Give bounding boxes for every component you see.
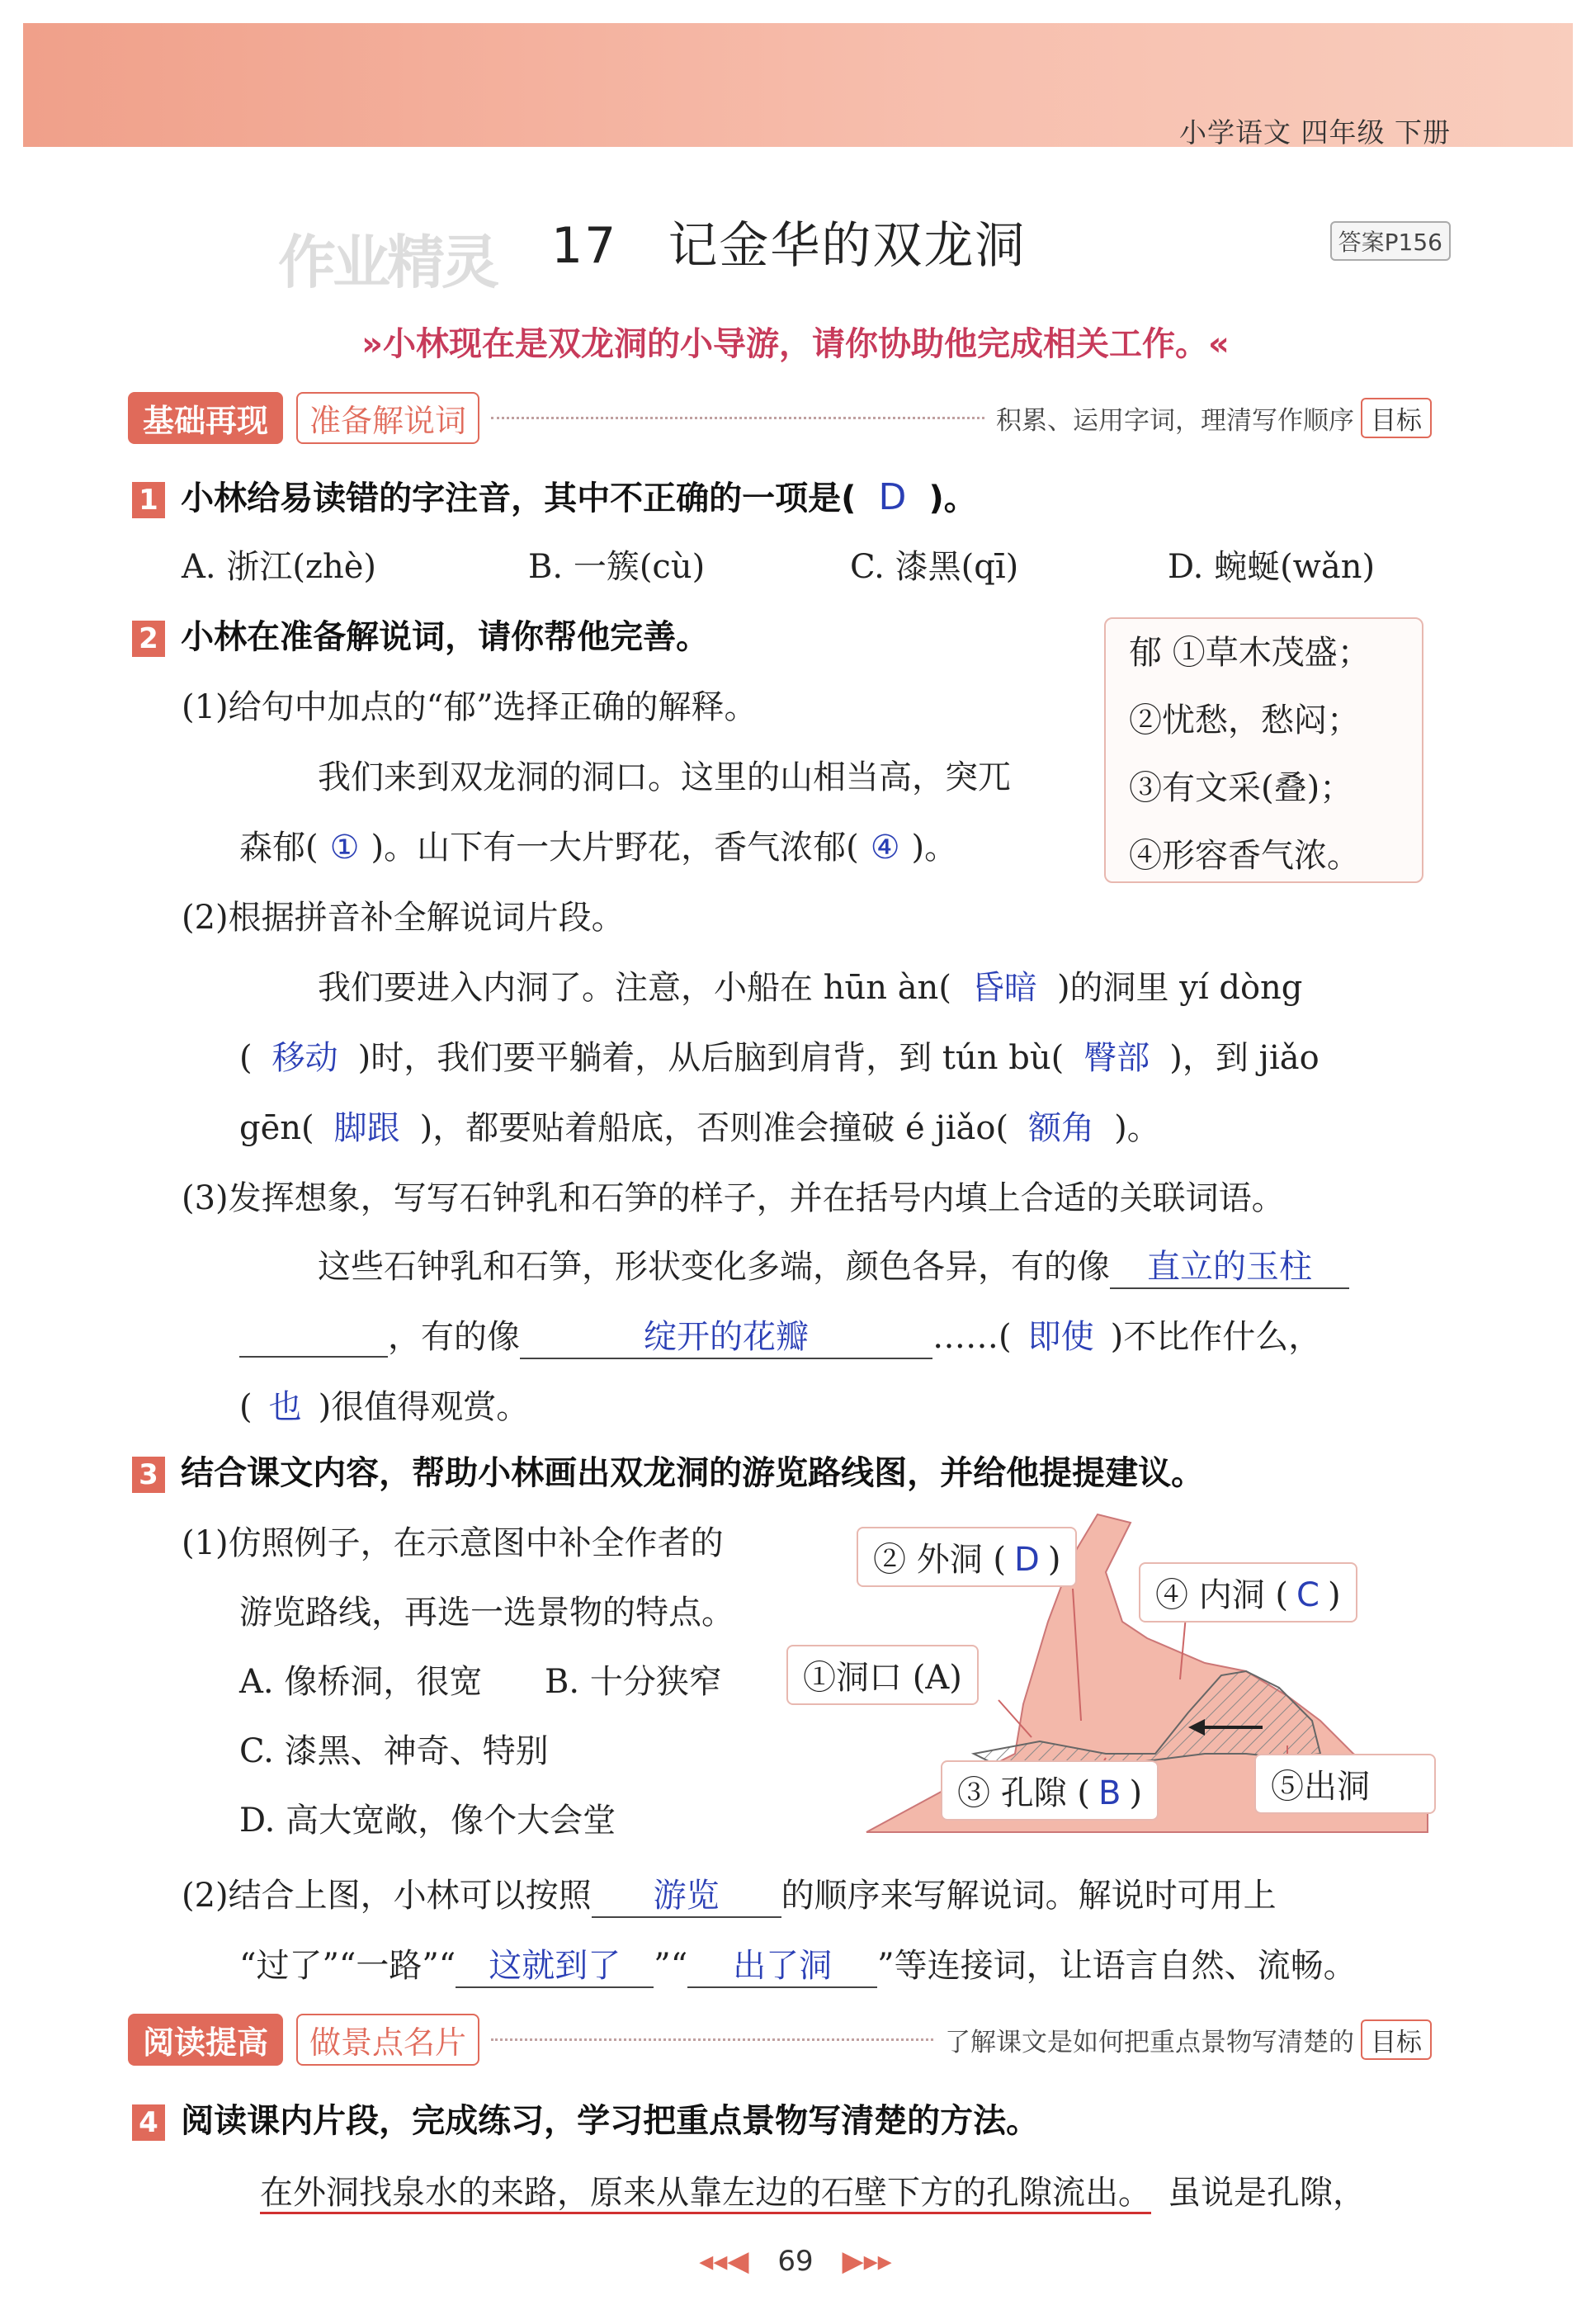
answer: 额角	[1028, 1109, 1095, 1147]
text: ③ 孔隙 (	[957, 1774, 1091, 1812]
watermark: 作业精灵	[278, 229, 496, 296]
goal-tag: 目标	[1361, 398, 1432, 438]
text: ……(	[932, 1318, 1012, 1356]
text: 虽说是孔隙，	[1168, 2174, 1366, 2212]
option-b: B. 一簇(cù)	[528, 548, 706, 586]
definition-1: 郁 ①草木茂盛；	[1129, 634, 1371, 672]
definition-3: ③有文采(叠)；	[1129, 769, 1353, 807]
lesson-name: 记金华的双龙洞	[668, 217, 1027, 275]
q2-p3-line1	[318, 1240, 1349, 1289]
q2-p2-line1	[318, 961, 1302, 1008]
q3-p2-line2	[239, 1939, 1357, 1988]
answer: 臀部	[1083, 1039, 1150, 1077]
page-number: 69	[777, 2245, 814, 2278]
route-label-inner-cave	[1139, 1562, 1357, 1623]
text: “过了”“一路”“	[239, 1947, 456, 1985]
question-text: 小林给易读错的字注音，其中不正确的一项是(	[181, 479, 857, 517]
question-number: 4	[132, 2104, 165, 2141]
question-number: 3	[132, 1457, 165, 1493]
section-bar-1	[128, 392, 1432, 443]
answer: 移动	[271, 1039, 338, 1077]
q2-p2-line2	[239, 1032, 1320, 1079]
q3-opt-c: C. 漆黑、神奇、特别	[239, 1732, 549, 1770]
option-c: C. 漆黑(qī)	[850, 548, 1019, 586]
q2-part1: (1)给句中加点的“郁”选择正确的解释。	[182, 688, 758, 726]
underlined-sentence: 在外洞找泉水的来路，原来从靠左边的石壁下方的孔隙流出。	[260, 2174, 1151, 2214]
answer: ①	[329, 829, 360, 867]
section-bar-2	[128, 2014, 1432, 2065]
route-label-crevice	[941, 1760, 1159, 1821]
q3-opt-b: B. 十分狭窄	[545, 1663, 722, 1701]
text: 森郁(	[239, 829, 319, 867]
section-goal: 积累、运用字词，理清写作顺序	[996, 405, 1354, 436]
answer: B	[1098, 1774, 1121, 1812]
passage-line	[260, 2166, 1366, 2213]
option-a: A. 浙江(zhè)	[182, 548, 377, 586]
route-label-entrance: ①洞口 (A)	[786, 1645, 979, 1705]
text: 我们要进入内洞了。注意，小船在 hūn àn(	[318, 969, 951, 1007]
q2-p1-line2	[239, 821, 957, 868]
text: )	[1047, 1541, 1061, 1579]
text: ”等连接词，让语言自然、流畅。	[877, 1947, 1357, 1985]
text: )。山下有一大片野花，香气浓郁(	[371, 829, 859, 867]
answer-ref: 答案P156	[1330, 221, 1451, 261]
answer: 这就到了	[456, 1939, 654, 1988]
section-goal: 了解课文是如何把重点景物写清楚的	[945, 2027, 1354, 2057]
q3-opt-a: A. 像桥洞，很宽	[239, 1663, 483, 1701]
text: (	[239, 1039, 253, 1077]
text: )时，我们要平躺着，从后脑到肩背，到 tún bù(	[357, 1039, 1065, 1077]
definition-4: ④形容香气浓。	[1129, 837, 1360, 875]
answer: 出了洞	[687, 1939, 877, 1988]
q3-opt-d: D. 高大宽敞，像个大会堂	[239, 1802, 616, 1840]
question-3	[132, 1447, 1204, 1494]
grade-label: 小学语文 四年级 下册	[1179, 116, 1451, 149]
section-badge: 基础再现	[128, 392, 283, 444]
text: )的洞里 yí dòng	[1056, 969, 1303, 1007]
answer: C	[1296, 1576, 1320, 1614]
text: )。	[1114, 1109, 1160, 1147]
q3-p1-line1: (1)仿照例子，在示意图中补全作者的	[182, 1524, 724, 1562]
q2-p2-line3	[239, 1102, 1160, 1149]
q2-p3-line2	[239, 1311, 1321, 1359]
answer: 脚跟	[333, 1109, 400, 1147]
text: )。	[911, 829, 958, 867]
q2-part2: (2)根据拼音补全解说词片段。	[182, 899, 625, 937]
text: 这些石钟乳和石笋，形状变化多端，颜色各异，有的像	[318, 1248, 1110, 1286]
q3-p1-line2: 游览路线，再选一选景物的特点。	[239, 1594, 734, 1632]
text: )	[1327, 1576, 1341, 1614]
question-2	[132, 611, 709, 658]
answer: 也	[268, 1388, 302, 1426]
answer: 昏暗	[970, 969, 1037, 1007]
text: ，有的像	[388, 1318, 520, 1356]
lesson-title	[551, 206, 1026, 277]
section-badge: 阅读提高	[128, 2014, 283, 2066]
answer-q1: D	[878, 476, 907, 518]
q2-p3-line3	[239, 1381, 529, 1428]
section-tag: 做景点名片	[296, 2014, 479, 2066]
question-number: 2	[132, 621, 165, 657]
question-text: 结合课文内容，帮助小林画出双龙洞的游览路线图，并给他提提建议。	[181, 1454, 1205, 1492]
question-text: 阅读课内片段，完成练习，学习把重点景物写清楚的方法。	[181, 2102, 1040, 2140]
answer: 游览	[592, 1869, 781, 1918]
text: )不比作什么，	[1110, 1318, 1322, 1356]
answer: ④	[870, 829, 900, 867]
answer: D	[1014, 1541, 1040, 1579]
text: )，到 jiǎo	[1169, 1039, 1320, 1077]
text: (2)结合上图，小林可以按照	[182, 1877, 592, 1915]
page-footer	[0, 2245, 1591, 2278]
definition-box	[1104, 617, 1423, 883]
text: gēn(	[239, 1109, 314, 1147]
section-tag: 准备解说词	[296, 392, 479, 444]
next-arrows-icon: ▶▸▸	[842, 2245, 892, 2278]
intro-text: »小林现在是双龙洞的小导游，请你协助他完成相关工作。«	[361, 325, 1230, 363]
text: )很值得观赏。	[318, 1388, 530, 1426]
lesson-number: 17	[551, 217, 618, 275]
question-close: )。	[928, 479, 977, 517]
answer: 绽开的花瓣	[520, 1311, 932, 1359]
option-d: D. 蜿蜒(wǎn)	[1168, 548, 1376, 586]
text: (	[239, 1388, 253, 1426]
question-number: 1	[132, 482, 165, 518]
text: )，都要贴着船底，否则准会撞破 é jiǎo(	[419, 1109, 1009, 1147]
text: 的顺序来写解说词。解说时可用上	[781, 1877, 1277, 1915]
q3-p2-line1	[182, 1869, 1277, 1918]
goal-tag: 目标	[1361, 2019, 1432, 2060]
text: ”“	[654, 1947, 688, 1985]
question-text: 小林在准备解说词，请你帮他完善。	[181, 618, 710, 656]
text: ④ 内洞 (	[1155, 1576, 1289, 1614]
answer: 直立的玉柱	[1110, 1240, 1349, 1289]
text: ② 外洞 (	[873, 1541, 1007, 1579]
question-4	[132, 2095, 1039, 2142]
q2-p1-line1: 我们来到双龙洞的洞口。这里的山相当高，突兀	[318, 758, 1011, 796]
route-label-exit: ⑤出洞	[1254, 1754, 1436, 1814]
question-1	[132, 472, 977, 519]
text: )	[1129, 1774, 1143, 1812]
prev-arrows-icon: ◂◂◀	[699, 2245, 749, 2278]
answer: 即使	[1027, 1318, 1094, 1356]
definition-2: ②忧愁，愁闷；	[1129, 701, 1360, 739]
route-label-outer-cave	[857, 1527, 1077, 1587]
q2-part3: (3)发挥想象，写写石钟乳和石笋的样子，并在括号内填上合适的关联词语。	[182, 1179, 1285, 1217]
